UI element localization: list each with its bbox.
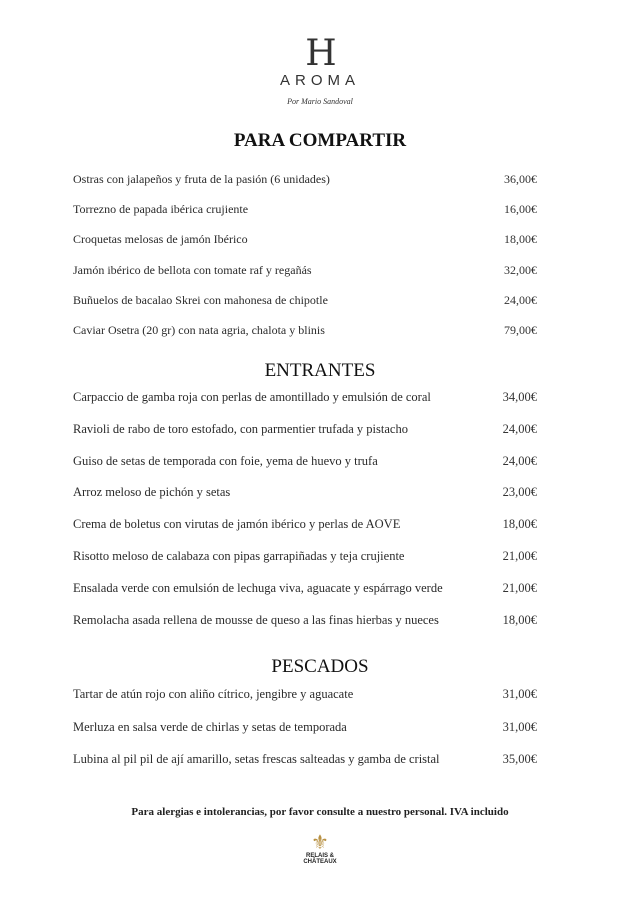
dish-name: Remolacha asada rellena de mousse de queso a las finas hierbas y nueces — [73, 612, 439, 627]
dish-price: 23,00€ — [502, 485, 537, 500]
dish-name: Risotto meloso de calabaza con pipas garrapiñadas y teja crujiente — [73, 549, 405, 563]
monogram-logo: H — [305, 33, 335, 74]
dish-price: 31,00€ — [502, 687, 537, 701]
dish-name: Ravioli de rabo de toro estofado, con parmentier trufada y pistacho — [73, 421, 408, 436]
menu-item — [73, 422, 537, 437]
dish-name: Ensalada verde con emulsión de lechuga viva, aguacate y espárrago verde — [73, 580, 443, 595]
dish-price: 16,00€ — [504, 202, 537, 217]
menu-item — [73, 613, 537, 628]
menu-item — [73, 581, 537, 596]
relais-chateaux-text: RELAIS & CHÂTEAUX — [303, 853, 337, 865]
menu-item — [73, 263, 537, 278]
dish-name: Merluza en salsa verde de chirlas y setas de temporada — [73, 719, 347, 734]
menu-item — [73, 687, 537, 702]
dish-name: Crema de boletus con virutas de jamón ibérico y perlas de AOVE — [73, 517, 401, 532]
dish-price: 21,00€ — [502, 549, 537, 563]
menu-item — [73, 323, 537, 338]
menu-item — [73, 232, 537, 247]
chef-signature: Por Mario Sandoval — [287, 97, 353, 106]
dish-price: 34,00€ — [502, 390, 537, 404]
dish-price: 35,00€ — [502, 752, 537, 766]
menu-item — [73, 549, 537, 564]
dish-name: Croquetas melosas de jamón Ibérico — [73, 232, 248, 247]
dish-name: Caviar Osetra (20 gr) con nata agria, chalota y blinis — [73, 323, 325, 337]
dish-name: Torrezno de papada ibérica crujiente — [73, 202, 249, 217]
fleur-de-lis-icon: ⚜ — [311, 832, 329, 854]
dish-price: 21,00€ — [502, 580, 537, 595]
menu-item — [73, 172, 537, 187]
dish-price: 24,00€ — [504, 292, 537, 307]
dish-name: Carpaccio de gamba roja con perlas de amontillado y emulsión de coral — [73, 390, 431, 404]
menu-item — [73, 454, 537, 469]
dish-name: Tartar de atún rojo con aliño cítrico, jengibre y aguacate — [73, 687, 354, 701]
section-title: PARA COMPARTIR — [233, 130, 407, 151]
menu-item — [73, 485, 537, 500]
menu-item — [73, 390, 537, 405]
dish-name: Jamón ibérico de bellota con tomate raf y regañás — [73, 262, 312, 277]
dish-name: Lubina al pil pil de ají amarillo, setas frescas salteadas y gamba de cristal — [73, 752, 440, 766]
restaurant-logo — [0, 33, 640, 106]
section-title: PESCADOS — [271, 656, 369, 677]
allergy-note: Para alergias e intolerancias, por favor consulte a nuestro personal. IVA incluido — [131, 806, 509, 818]
section-title: ENTRANTES — [264, 360, 376, 381]
dish-name: Guiso de setas de temporada con foie, yema de huevo y trufa — [73, 453, 378, 468]
dish-name: Ostras con jalapeños y fruta de la pasión (6 unidades) — [73, 172, 330, 186]
relais-chateaux-logo — [296, 833, 344, 865]
dish-price: 31,00€ — [502, 719, 537, 734]
dish-price: 36,00€ — [504, 172, 537, 186]
dish-price: 18,00€ — [504, 232, 537, 247]
dish-price: 18,00€ — [502, 517, 537, 532]
menu-item — [73, 720, 537, 735]
dish-name: Arroz meloso de pichón y setas — [73, 485, 231, 500]
dish-name: Buñuelos de bacalao Skrei con mahonesa de chipotle — [73, 292, 328, 307]
dish-price: 79,00€ — [504, 323, 537, 337]
menu-item — [73, 202, 537, 217]
menu-item — [73, 517, 537, 532]
dish-price: 24,00€ — [502, 421, 537, 436]
dish-price: 32,00€ — [504, 262, 537, 277]
menu-item — [73, 752, 537, 767]
dish-price: 18,00€ — [502, 612, 537, 627]
dish-price: 24,00€ — [502, 453, 537, 468]
brand-name: AROMA — [279, 72, 360, 89]
menu-item — [73, 293, 537, 308]
